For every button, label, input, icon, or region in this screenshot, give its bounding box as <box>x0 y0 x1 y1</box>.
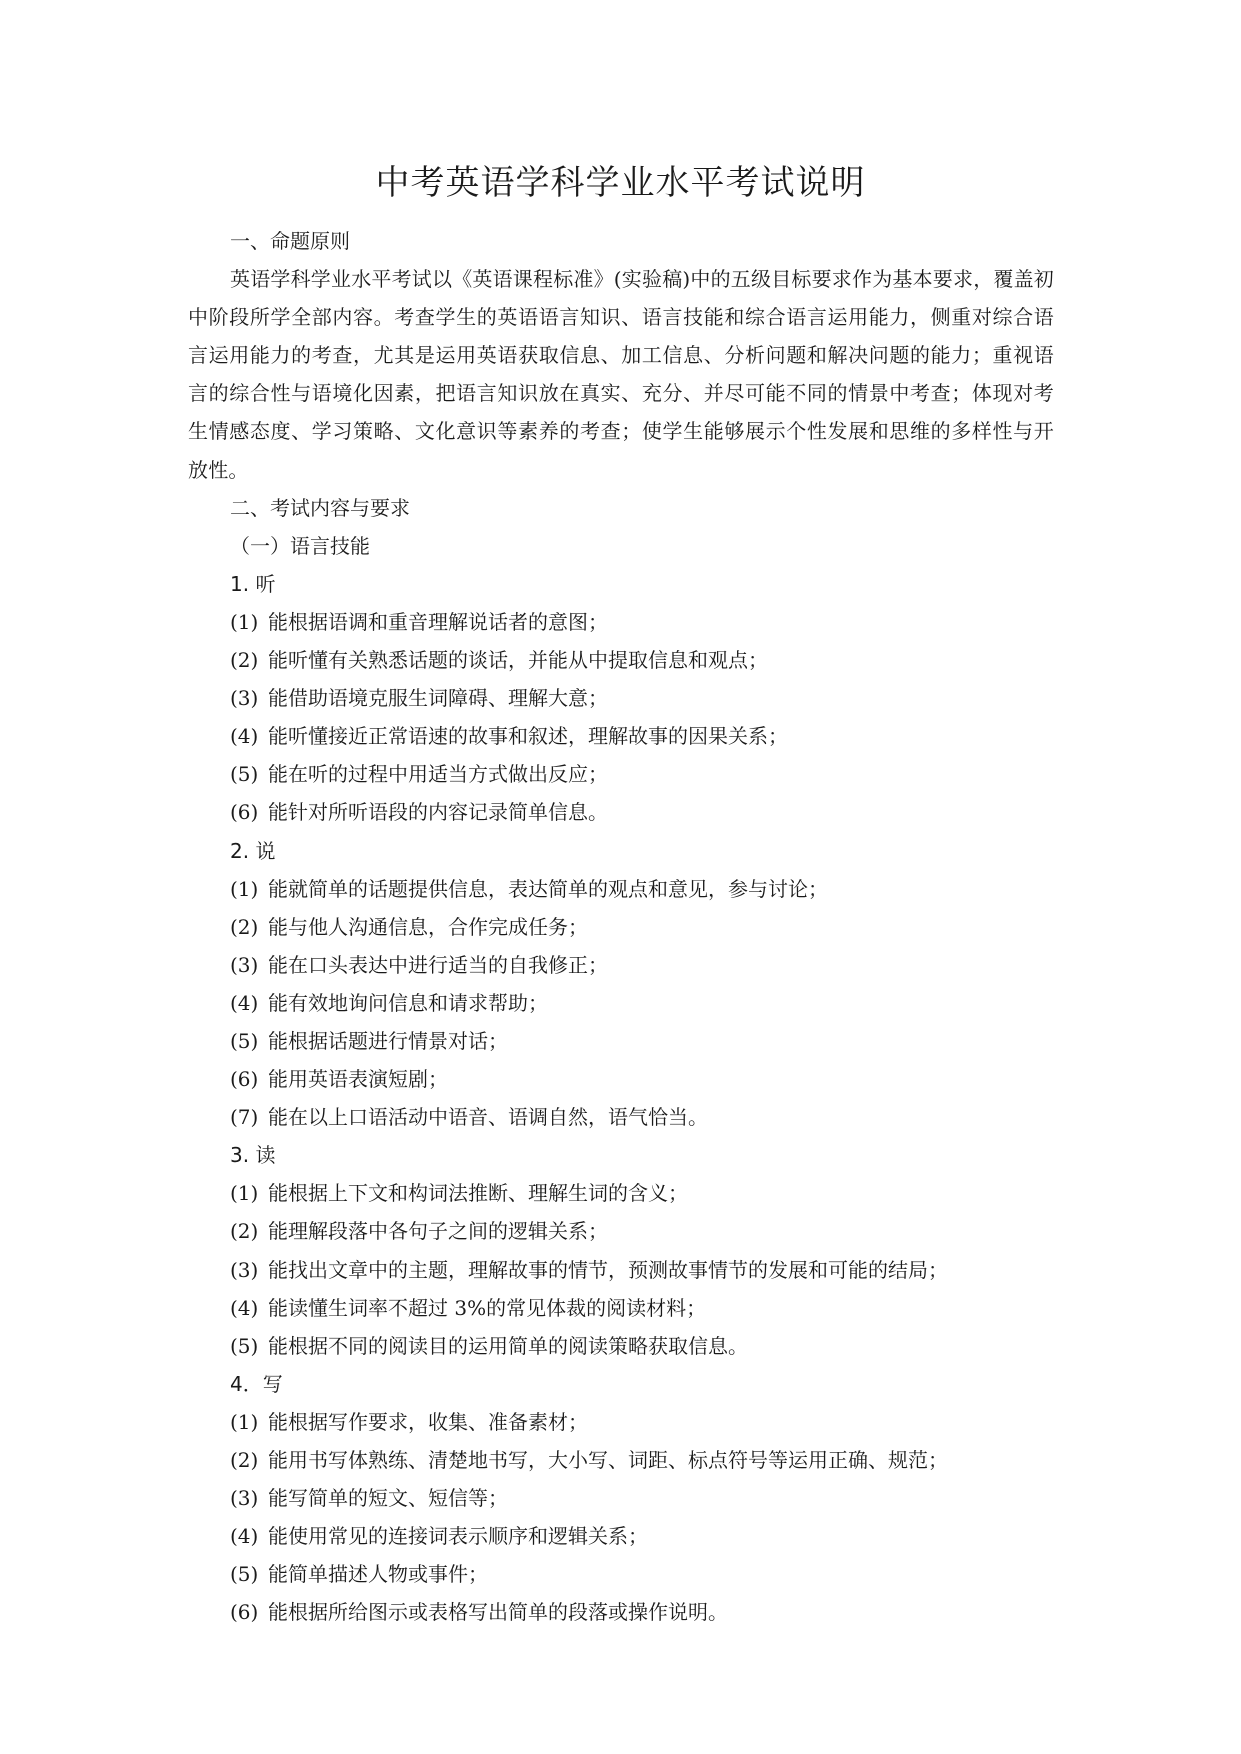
listening-list <box>188 603 1054 832</box>
list-item-text: 能根据写作要求，收集、准备素材； <box>268 1409 588 1434</box>
list-item <box>188 984 1054 1022</box>
list-item-number: (6) <box>230 1600 259 1625</box>
list-item-text: 能用英语表演短剧； <box>268 1067 448 1092</box>
list-item-text: 能听懂有关熟悉话题的谈话，并能从中提取信息和观点； <box>268 648 768 673</box>
list-item-text: 能理解段落中各句子之间的逻辑关系； <box>268 1219 608 1244</box>
reading-list <box>188 1174 1054 1364</box>
writing-heading: 4．写 <box>230 1371 283 1396</box>
list-item-number: (6) <box>230 800 259 825</box>
list-item-number: (1) <box>230 876 259 901</box>
list-item-number: (5) <box>230 1562 259 1587</box>
list-item <box>188 1517 1054 1555</box>
list-item <box>188 870 1054 908</box>
list-item-number: (4) <box>230 990 259 1015</box>
list-item-text: 能在口头表达中进行适当的自我修正； <box>268 952 608 977</box>
page-title: 中考英语学科学业水平考试说明 <box>375 163 866 203</box>
list-item-number: (2) <box>230 648 259 673</box>
list-item-text: 能在以上口语活动中语音、语调自然，语气恰当。 <box>268 1105 708 1130</box>
document-body <box>188 222 1054 1631</box>
list-item-number: (4) <box>230 1295 259 1320</box>
list-item <box>188 1251 1054 1289</box>
list-item-number: (3) <box>230 1486 259 1511</box>
list-item-number: (5) <box>230 1333 259 1358</box>
section-heading-principle: 一、命题原则 <box>230 229 350 253</box>
list-item-text: 能针对所听语段的内容记录简单信息。 <box>268 800 608 825</box>
list-item-number: (5) <box>230 1028 259 1053</box>
list-item-number: (2) <box>230 1448 259 1472</box>
list-item-number: (1) <box>230 1181 259 1206</box>
speaking-heading: 2. 说 <box>230 838 276 863</box>
list-item-text: 能读懂生词率不超过 3%的常见体裁的阅读材料； <box>268 1295 707 1320</box>
list-item <box>188 1212 1054 1250</box>
list-item-text: 能与他人沟通信息，合作完成任务； <box>268 914 588 939</box>
list-item <box>188 946 1054 984</box>
list-item <box>188 1174 1054 1212</box>
list-item-text: 能根据上下文和构词法推断、理解生词的含义； <box>268 1181 688 1206</box>
list-item-number: (5) <box>230 762 259 787</box>
list-item <box>188 1289 1054 1327</box>
list-item-number: (1) <box>230 1409 259 1434</box>
list-item-number: (3) <box>230 686 259 711</box>
list-item <box>188 1327 1054 1365</box>
list-item-number: (2) <box>230 1219 259 1244</box>
list-item-text: 能根据所给图示或表格写出简单的段落或操作说明。 <box>268 1600 728 1625</box>
writing-list <box>188 1403 1054 1632</box>
list-item <box>188 1098 1054 1136</box>
list-item <box>188 641 1054 679</box>
list-item-number: (7) <box>230 1105 259 1130</box>
list-item-text: 能简单描述人物或事件； <box>268 1562 488 1587</box>
subsection-heading-skills: （一）语言技能 <box>230 533 370 558</box>
list-item-text: 能在听的过程中用适当方式做出反应； <box>268 762 608 787</box>
listening-heading: 1. 听 <box>230 571 276 596</box>
list-item-text: 能根据语调和重音理解说话者的意图； <box>268 609 608 634</box>
list-item-number: (1) <box>230 609 259 634</box>
list-item-number: (4) <box>230 1524 259 1549</box>
list-item-text: 能借助语境克服生词障碍、理解大意； <box>268 686 608 711</box>
list-item-text: 能听懂接近正常语速的故事和叙述，理解故事的因果关系； <box>268 724 788 749</box>
list-item-text: 能就简单的话题提供信息，表达简单的观点和意见，参与讨论； <box>268 876 828 901</box>
list-item-text: 能用书写体熟练、清楚地书写，大小写、词距、标点符号等运用正确、规范； <box>268 1448 948 1472</box>
list-item <box>188 755 1054 793</box>
list-item <box>188 679 1054 717</box>
list-item <box>188 1060 1054 1098</box>
list-item <box>188 717 1054 755</box>
list-item-number: (2) <box>230 914 259 939</box>
list-item-text: 能找出文章中的主题，理解故事的情节，预测故事情节的发展和可能的结局； <box>268 1257 948 1282</box>
reading-heading: 3. 读 <box>230 1143 276 1168</box>
list-item <box>188 1593 1054 1631</box>
list-item-number: (4) <box>230 724 259 749</box>
list-item <box>188 1479 1054 1517</box>
list-item-text: 能根据不同的阅读目的运用简单的阅读策略获取信息。 <box>268 1333 748 1358</box>
list-item-text: 能有效地询问信息和请求帮助； <box>268 990 548 1015</box>
list-item <box>188 1441 1054 1479</box>
list-item-number: (6) <box>230 1067 259 1092</box>
list-item <box>188 1555 1054 1593</box>
list-item-number: (3) <box>230 952 259 977</box>
list-item <box>188 1403 1054 1441</box>
list-item-text: 能写简单的短文、短信等； <box>268 1486 508 1511</box>
section-heading-content: 二、考试内容与要求 <box>230 495 410 520</box>
list-item <box>188 603 1054 641</box>
list-item <box>188 1022 1054 1060</box>
list-item <box>188 793 1054 831</box>
list-item-number: (3) <box>230 1257 259 1282</box>
list-item-text: 能根据话题进行情景对话； <box>268 1028 508 1053</box>
principle-paragraph: 英语学科学业水平考试以《英语课程标准》(实验稿)中的五级目标要求作为基本要求，覆盖初中阶段所学全部内容。考查学生的英语语言知识、语言技能和综合语言运用能力，侧重对综合语言运用能力的考查，尤其是运用英语获取信息、加工信息、分析问题和解决问题的能力；重视语言的综合性与语境化因素，把语言知识放在真实、充分、并尽可能不同的情景中考查；体现对考生情感态度、学习策略、文化意识等素养的考查；使学生能够展示个性发展和思维的多样性与开放性。 <box>188 267 1055 482</box>
list-item <box>188 908 1054 946</box>
speaking-list <box>188 870 1054 1137</box>
list-item-text: 能使用常见的连接词表示顺序和逻辑关系； <box>268 1524 648 1549</box>
